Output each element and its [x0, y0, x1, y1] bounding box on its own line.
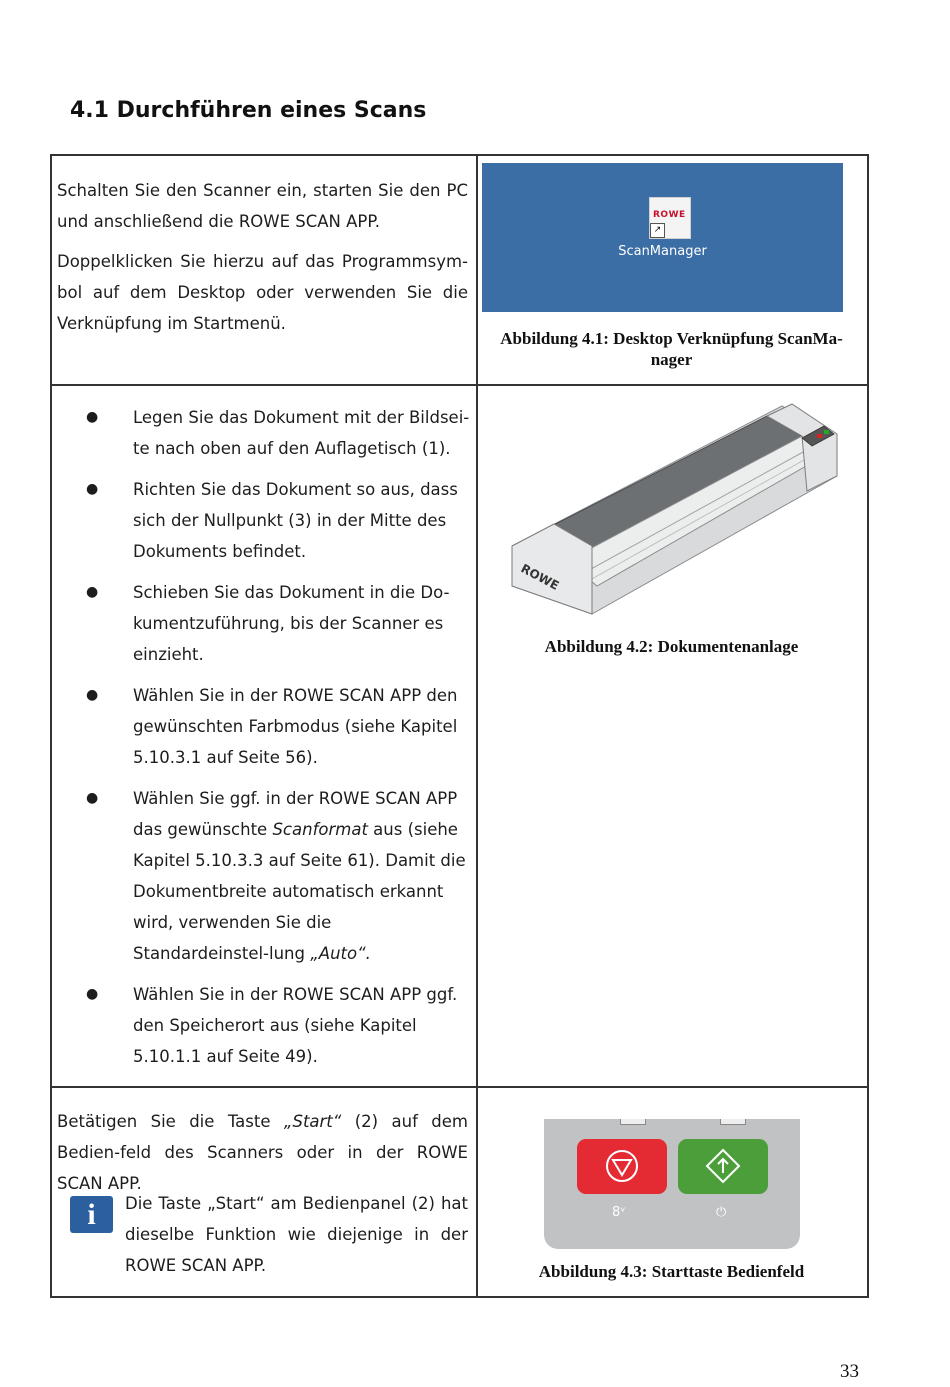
scanner-logo: ROWE — [518, 561, 562, 593]
bullet-icon: ● — [86, 986, 99, 1002]
start-icon — [678, 1139, 768, 1194]
instruction-list — [80, 402, 470, 1082]
status-led — [824, 430, 829, 434]
scanmanager-shortcut-icon — [649, 197, 691, 239]
scanner-illustration — [502, 396, 842, 626]
bullet-icon: ● — [86, 687, 99, 703]
row3-paragraph: Betätigen Sie die Taste „Start“ (2) auf dem Bedien-feld des Scanners oder in der ROWE SCAN APP. — [57, 1112, 468, 1193]
bullet-icon: ● — [86, 584, 99, 600]
shortcut-label: ScanManager — [618, 244, 707, 259]
panel-top-strip — [570, 1119, 770, 1127]
bullet-icon: ● — [86, 481, 99, 497]
section-heading: 4.1 Durchführen eines Scans — [70, 98, 427, 123]
list-item: ● Wählen Sie ggf. in der ROWE SCAN APP das gewünschte Scanformat aus (siehe Kapitel 5.10.3.3 auf Seite 61). Damit die Dokumentbreite automatisch erkannt wird, verwenden Sie die Standardeinstel-lung „Auto“. — [80, 783, 470, 969]
info-note: Die Taste „Start“ am Bedienpanel (2) hat dieselbe Funktion wie diejenige in der ROWE SCAN APP. — [125, 1194, 468, 1275]
list-item: ● Wählen Sie in der ROWE SCAN APP den gewünschten Farbmodus (siehe Kapitel 5.10.3.1 auf Seite 56). — [80, 680, 470, 773]
list-item: ● Legen Sie das Dokument mit der Bildsei-te nach oben auf den Auflagetisch (1). — [80, 402, 470, 464]
desktop-screenshot — [482, 163, 843, 312]
row-divider-2 — [52, 1086, 867, 1088]
column-divider — [476, 156, 478, 1296]
info-icon: i — [70, 1196, 113, 1233]
figure-caption-4-3: Abbildung 4.3: Starttaste Bedienfeld — [538, 1262, 805, 1281]
page-number: 33 — [840, 1361, 859, 1382]
shortcut-arrow-icon: ↗ — [650, 223, 665, 238]
figure-caption-4-2: Abbildung 4.2: Dokumentenanlage — [544, 637, 799, 656]
row1-paragraph-1: Schalten Sie den Scanner ein, starten Sie den PC und anschließend die ROWE SCAN APP. — [57, 181, 468, 231]
rowe-logo: ROWE — [653, 210, 686, 220]
stop-icon — [577, 1139, 667, 1194]
sleep-icon: 8ᵛ — [612, 1205, 626, 1220]
bullet-icon: ● — [86, 409, 99, 425]
control-panel-illustration — [544, 1119, 800, 1249]
row1-text — [57, 175, 468, 348]
row1-paragraph-2: Doppelklicken Sie hierzu auf das Programmsym-bol auf dem Desktop oder verwenden Sie die Verknüpfung im Startmenü. — [57, 252, 468, 333]
figure-caption-4-1: Abbildung 4.1: Desktop Verknüpfung ScanMa-nager — [500, 329, 843, 369]
instruction-table — [50, 154, 869, 1298]
list-item: ● Wählen Sie in der ROWE SCAN APP ggf. den Speicherort aus (siehe Kapitel 5.10.1.1 auf Seite 49). — [80, 979, 470, 1072]
row-divider-1 — [52, 384, 867, 386]
power-icon: ⏻ — [716, 1205, 727, 1220]
bullet-icon: ● — [86, 790, 99, 806]
list-item: ● Richten Sie das Dokument so aus, dass sich der Nullpunkt (3) in der Mitte des Dokuments befindet. — [80, 474, 470, 567]
start-button — [678, 1139, 768, 1194]
stop-button — [577, 1139, 667, 1194]
list-item: ● Schieben Sie das Dokument in die Do-kumentzuführung, bis der Scanner es einzieht. — [80, 577, 470, 670]
status-led — [817, 434, 822, 438]
